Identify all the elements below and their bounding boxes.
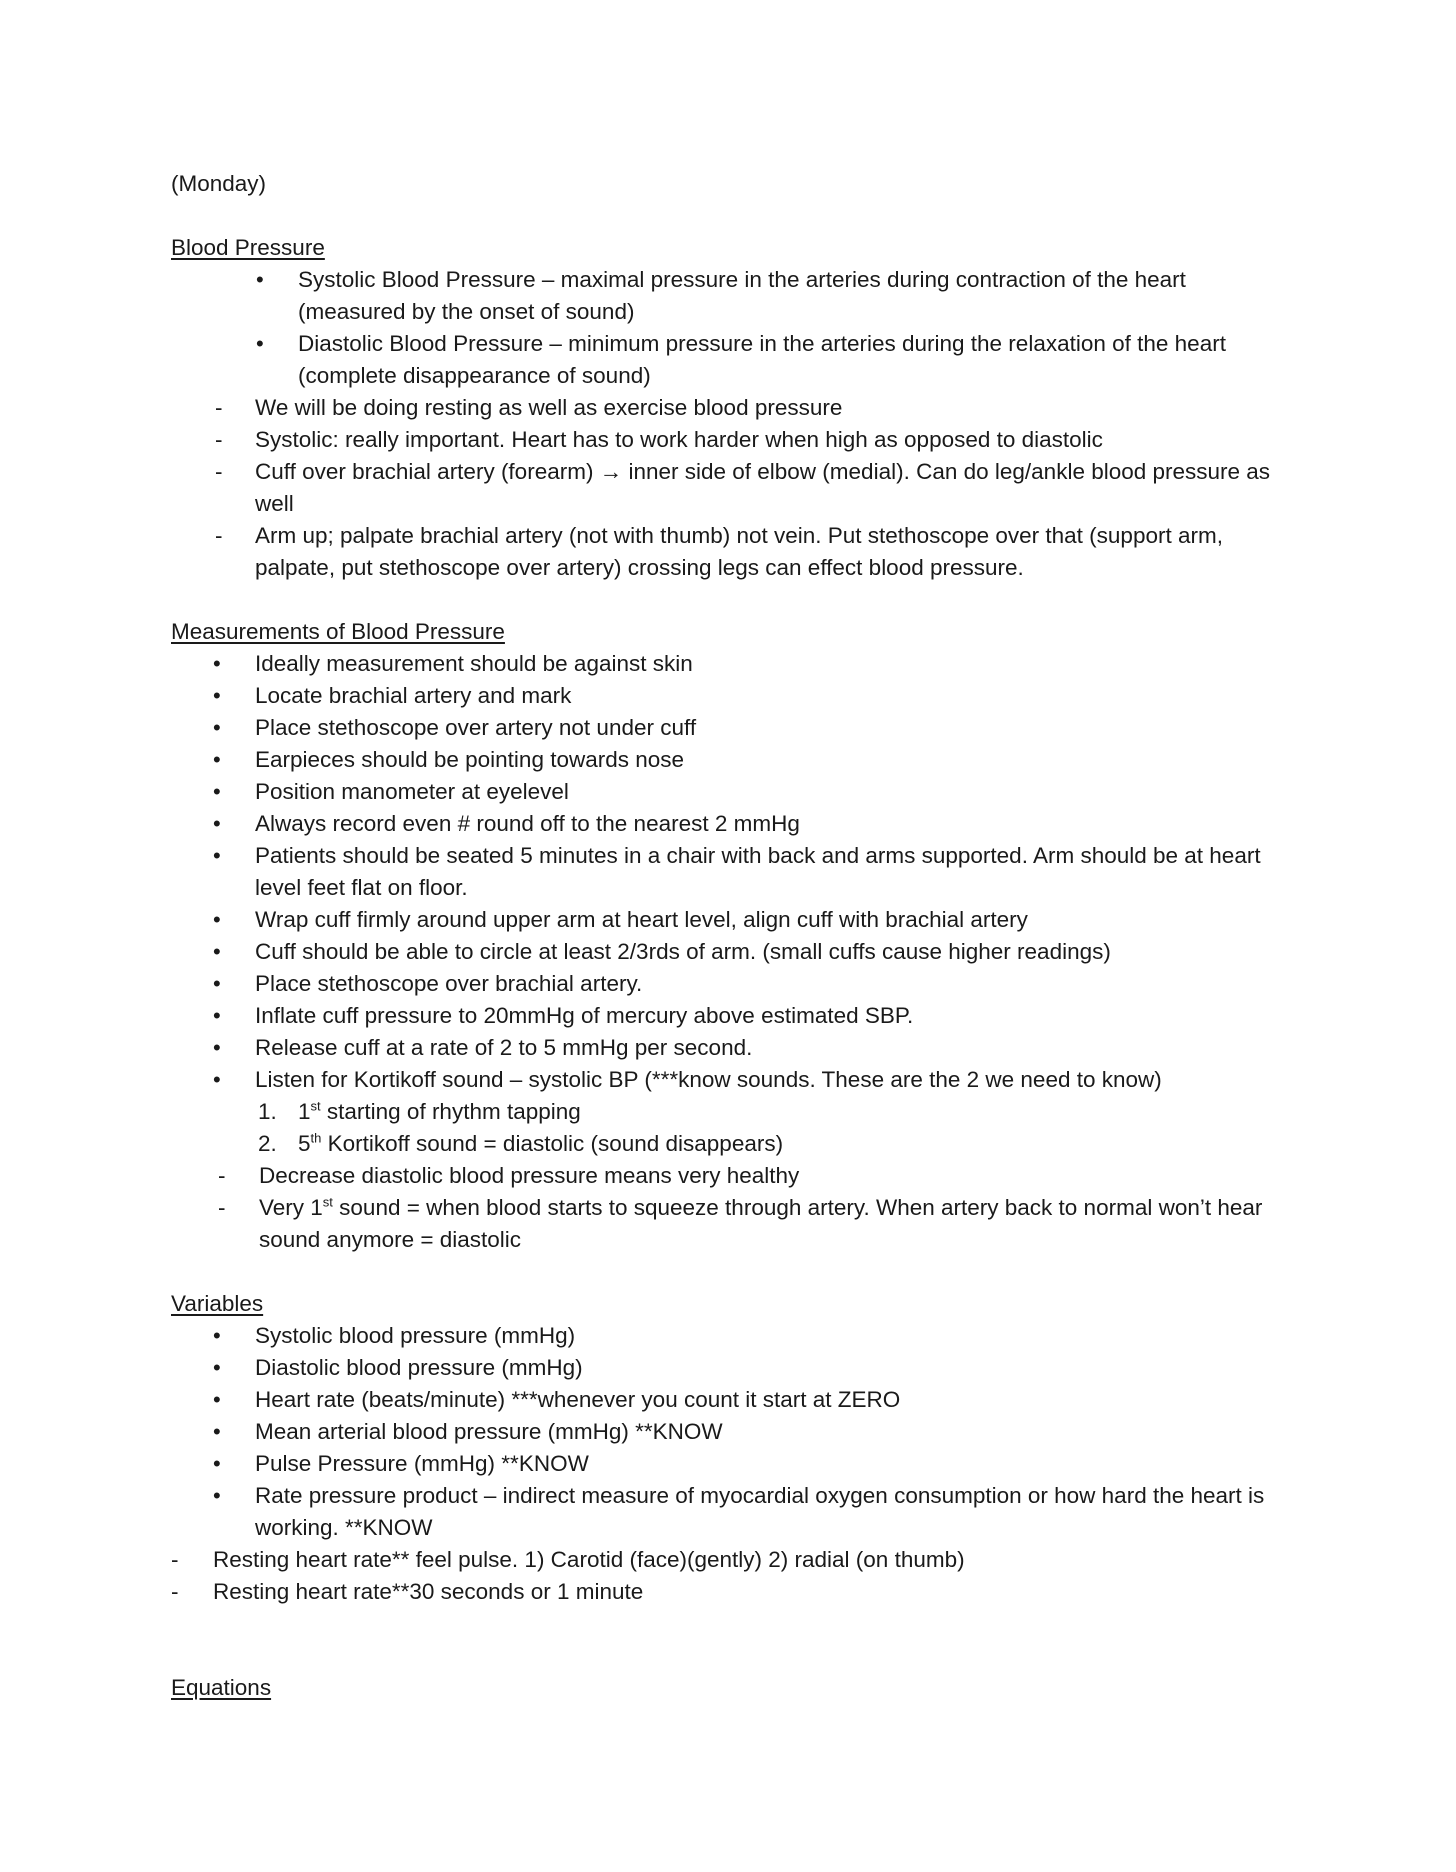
bullet-marker: • xyxy=(213,1419,221,1444)
list-item xyxy=(171,1576,1286,1608)
list-item-text: Ideally measurement should be against skin xyxy=(255,651,693,676)
list-item-text: Arm up; palpate brachial artery (not with thumb) not vein. Put stethoscope over that (support arm, palpate, put stethoscope over artery) crossing legs can effect blood pressure. xyxy=(255,523,1223,580)
heading-variables: Variables xyxy=(171,1291,264,1316)
list-item xyxy=(171,392,1286,424)
bullet-marker: • xyxy=(213,971,221,996)
list-item xyxy=(171,1032,1286,1064)
bullet-marker: • xyxy=(213,1483,221,1508)
list-item-text: Wrap cuff firmly around upper arm at heart level, align cuff with brachial artery xyxy=(255,907,1028,932)
bullet-marker: • xyxy=(213,651,221,676)
list-item xyxy=(171,520,1286,584)
list-item xyxy=(171,1320,1286,1352)
list-item-text: Systolic Blood Pressure – maximal pressure in the arteries during contraction of the heart (measured by the onset of sound) xyxy=(298,267,1186,324)
list-item xyxy=(171,1000,1286,1032)
bullet-marker: • xyxy=(213,1003,221,1028)
list-item xyxy=(171,424,1286,456)
list-item xyxy=(171,1480,1286,1544)
dash-marker: - xyxy=(218,1195,226,1220)
list-item-text: Inflate cuff pressure to 20mmHg of mercury above estimated SBP. xyxy=(255,1003,914,1028)
list-item xyxy=(171,328,1286,392)
list-item-text: Always record even # round off to the nearest 2 mmHg xyxy=(255,811,800,836)
list-item xyxy=(171,1416,1286,1448)
numbered-item-text: 5th Kortikoff sound = diastolic (sound disappears) xyxy=(298,1130,784,1156)
list-item-text: Cuff over brachial artery (forearm) → inner side of elbow (medial). Can do leg/ankle blood pressure as well xyxy=(255,459,1271,516)
list-item-text: Position manometer at eyelevel xyxy=(255,779,569,804)
list-item xyxy=(171,808,1286,840)
list-item-text: Locate brachial artery and mark xyxy=(255,683,572,708)
list-item-text: Earpieces should be pointing towards nose xyxy=(255,747,685,772)
list-item-text: Patients should be seated 5 minutes in a chair with back and arms supported. Arm should be at heart level feet flat on floor. xyxy=(255,843,1261,900)
bullet-marker: • xyxy=(256,267,264,292)
heading-equations: Equations xyxy=(171,1675,272,1700)
bullet-marker: • xyxy=(213,1355,221,1380)
dash-marker: - xyxy=(171,1547,179,1572)
bullet-marker: • xyxy=(213,747,221,772)
number-marker: 2. xyxy=(258,1131,277,1156)
bullet-marker: • xyxy=(213,811,221,836)
bullet-marker: • xyxy=(213,715,221,740)
bullet-marker: • xyxy=(213,1035,221,1060)
bullet-marker: • xyxy=(213,907,221,932)
list-item xyxy=(171,936,1286,968)
list-item-text: Diastolic blood pressure (mmHg) xyxy=(255,1355,583,1380)
list-item xyxy=(171,1384,1286,1416)
numbered-item xyxy=(171,1096,1286,1128)
dash-marker: - xyxy=(215,395,223,420)
list-item-text: Release cuff at a rate of 2 to 5 mmHg per second. xyxy=(255,1035,753,1060)
bullet-marker: • xyxy=(213,683,221,708)
list-item-text: Diastolic Blood Pressure – minimum pressure in the arteries during the relaxation of the heart (complete disappearance of sound) xyxy=(298,331,1226,388)
bullet-marker: • xyxy=(256,331,264,356)
list-item-text: Systolic blood pressure (mmHg) xyxy=(255,1323,576,1348)
bullet-marker: • xyxy=(213,1451,221,1476)
bullet-marker: • xyxy=(213,1387,221,1412)
bullet-marker: • xyxy=(213,843,221,868)
numbered-item-text: 1st starting of rhythm tapping xyxy=(298,1098,581,1124)
dash-marker: - xyxy=(215,523,223,548)
list-item-text: Rate pressure product – indirect measure of myocardial oxygen consumption or how hard the heart is working. **KNOW xyxy=(255,1483,1265,1540)
list-item xyxy=(171,1352,1286,1384)
list-item-text: Place stethoscope over brachial artery. xyxy=(255,971,643,996)
list-item-text: Cuff should be able to circle at least 2/3rds of arm. (small cuffs cause higher readings) xyxy=(255,939,1111,964)
day-label: (Monday) xyxy=(171,171,267,196)
dash-marker: - xyxy=(218,1163,226,1188)
list-item-text: Pulse Pressure (mmHg) **KNOW xyxy=(255,1451,589,1476)
list-item xyxy=(171,1192,1286,1256)
list-item-text: Heart rate (beats/minute) ***whenever you count it start at ZERO xyxy=(255,1387,901,1412)
list-item xyxy=(171,264,1286,328)
list-item xyxy=(171,904,1286,936)
dash-marker: - xyxy=(215,427,223,452)
list-item xyxy=(171,1448,1286,1480)
dash-marker: - xyxy=(171,1579,179,1604)
bullet-marker: • xyxy=(213,939,221,964)
list-item xyxy=(171,840,1286,904)
list-item xyxy=(171,712,1286,744)
list-item xyxy=(171,680,1286,712)
list-item xyxy=(171,776,1286,808)
list-item xyxy=(171,648,1286,680)
list-item xyxy=(171,1160,1286,1192)
heading-measurements: Measurements of Blood Pressure xyxy=(171,619,505,644)
bullet-marker: • xyxy=(213,1323,221,1348)
numbered-item xyxy=(171,1128,1286,1160)
bullet-marker: • xyxy=(213,1067,221,1092)
list-item-text: Resting heart rate** feel pulse. 1) Carotid (face)(gently) 2) radial (on thumb) xyxy=(213,1547,965,1572)
list-item xyxy=(171,744,1286,776)
list-item-text: Place stethoscope over artery not under cuff xyxy=(255,715,697,740)
list-item xyxy=(171,1064,1286,1096)
list-item-text: Listen for Kortikoff sound – systolic BP (***know sounds. These are the 2 we need to know) xyxy=(255,1067,1162,1092)
list-item-text: Very 1st sound = when blood starts to squeeze through artery. When artery back to normal won’t hear sound anymore = diastolic xyxy=(259,1194,1263,1252)
list-item-text: Resting heart rate**30 seconds or 1 minute xyxy=(213,1579,644,1604)
list-item-text: Mean arterial blood pressure (mmHg) **KNOW xyxy=(255,1419,723,1444)
bullet-marker: • xyxy=(213,779,221,804)
list-item xyxy=(171,456,1286,520)
list-item-text: We will be doing resting as well as exercise blood pressure xyxy=(255,395,843,420)
list-item-text: Decrease diastolic blood pressure means very healthy xyxy=(259,1163,800,1188)
list-item xyxy=(171,968,1286,1000)
list-item-text: Systolic: really important. Heart has to work harder when high as opposed to diastolic xyxy=(255,427,1103,452)
heading-blood-pressure: Blood Pressure xyxy=(171,235,325,260)
dash-marker: - xyxy=(215,459,223,484)
number-marker: 1. xyxy=(258,1099,277,1124)
list-item xyxy=(171,1544,1286,1576)
document-body xyxy=(171,168,1286,1704)
